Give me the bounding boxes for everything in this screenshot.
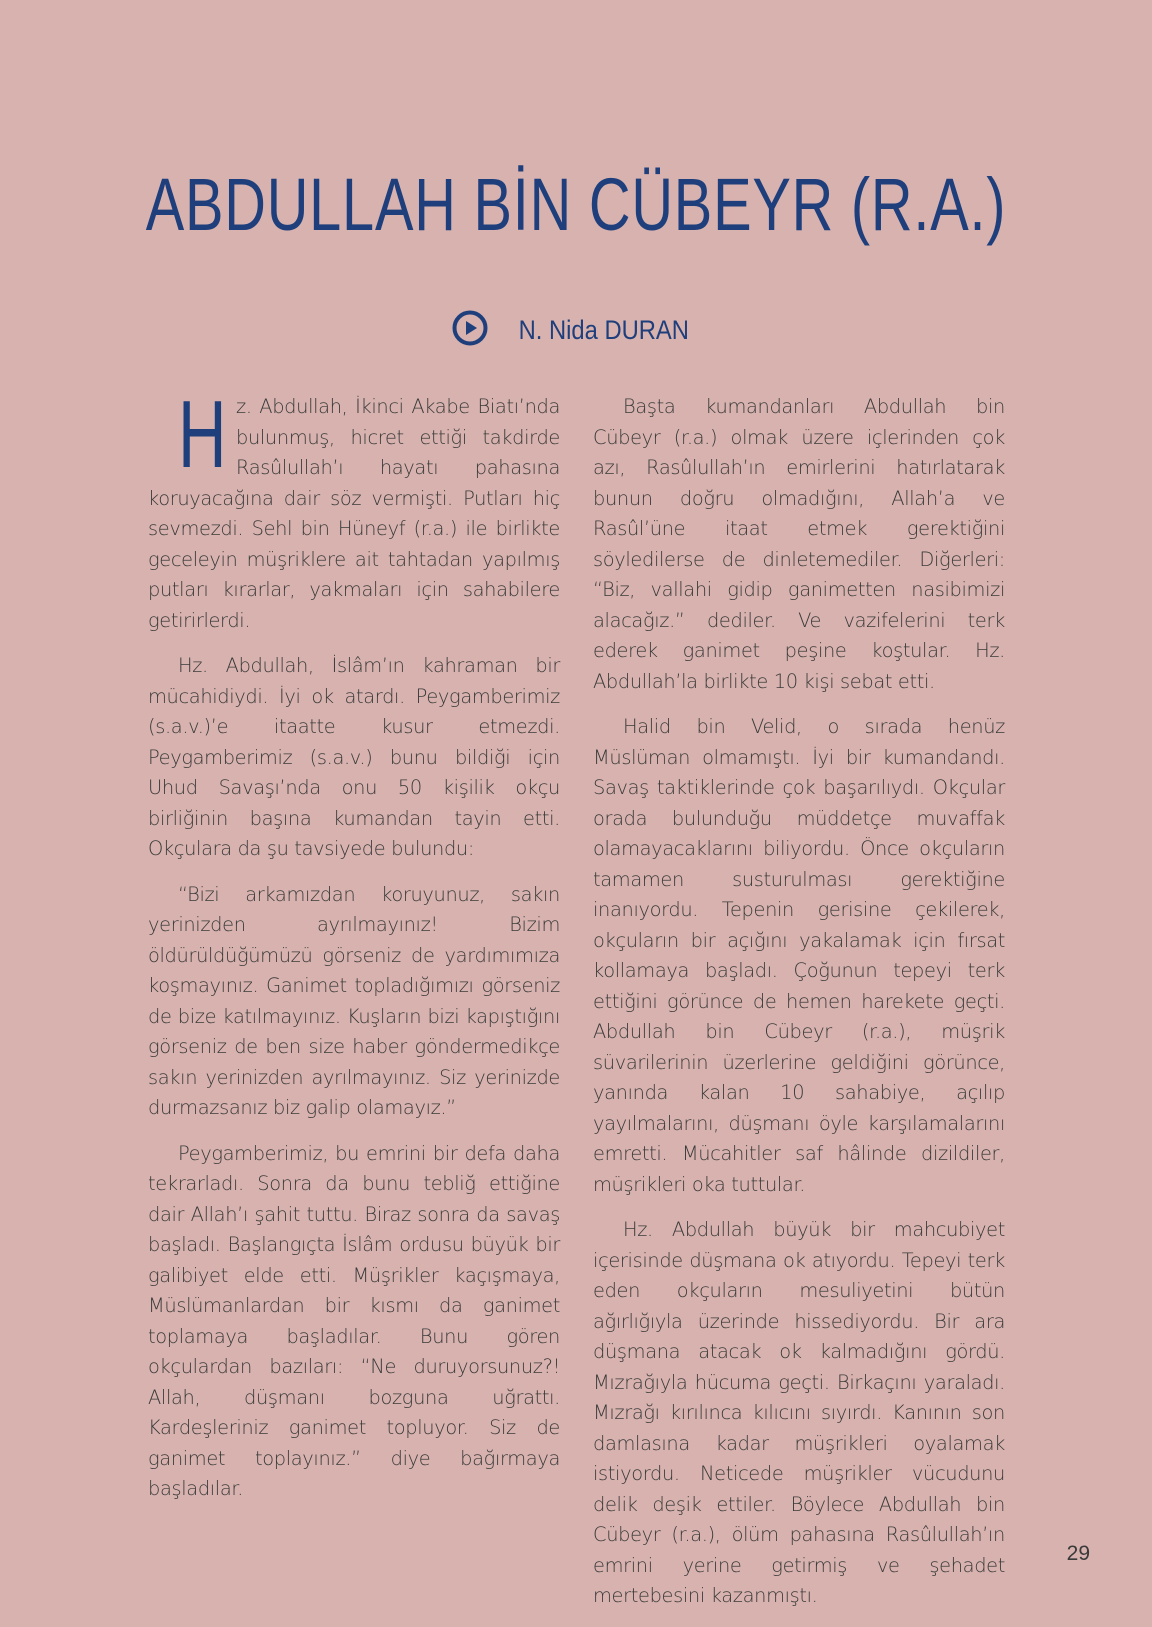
page-number: 29 xyxy=(1066,1542,1090,1565)
paragraph-text: z. Abdullah, İkinci Akabe Biatı’nda bulunmuş, hicret ettiği takdirde Rasûlullah’ı hayatı pahasına koruyacağına dair söz vermişti. Putları hiç sevmezdi. Sehl bin Hüneyf (r.a.) ile birlikte geceleyin müşriklere ait tahtadan yapılmış putları kırarlar, yakmaları için sahabilere getirirlerdi. xyxy=(148,395,560,632)
paragraph xyxy=(148,381,560,636)
left-column xyxy=(148,381,560,1520)
right-column xyxy=(593,392,1005,1627)
paragraph: Hz. Abdullah büyük bir mahcubiyet içerisinde düşmana ok atıyordu. Tepeyi terk eden okçuların mesuliyetini bütün ağırlığıyla üzerinde hissediyordu. Bir ara düşmana atacak ok kalmadığını gördü. Mızrağıyla hücuma geçti. Birkaçını yaraladı. Mızrağı kırılınca kılıcını sıyırdı. Kanının son damlasına kadar müşrikleri oyalamak istiyordu. Neticede müşrikler vücudunu delik deşik ettiler. Böylece Abdullah bin Cübeyr (r.a.), ölüm pahasına Rasûlullah’ın emrini yerine getirmiş ve şehadet mertebesini kazanmıştı. xyxy=(593,1218,1005,1607)
paragraph: Peygamberimiz, bu emrini bir defa daha tekrarladı. Sonra da bunu tebliğ ettiğine dair Allah’ı şahit tuttu. Biraz sonra da savaş başladı. Başlangıçta İslâm ordusu büyük bir galibiyet elde etti. Müşrikler kaçışmaya, Müslümanlardan bir kısmı da ganimet toplamaya başladılar. Bunu gören okçulardan bazıları: “Ne duruyorsunuz?! Allah, düşmanı bozguna uğrattı. Kardeşleriniz ganimet topluyor. Siz de ganimet toplayınız.” diye bağırmaya başladılar. xyxy=(148,1141,560,1500)
paragraph: Hz. Abdullah, İslâm’ın kahraman bir mücahidiydi. İyi ok atardı. Peygamberimiz (s.a.v.)’e itaatte kusur etmezdi. Peygamberimiz (s.a.v.) bunu bildiği için Uhud Savaşı’nda onu 50 kişilik okçu birliğinin başına kumandan tayin etti. Okçulara da şu tavsiyede bulundu: xyxy=(148,654,560,860)
paragraph: Başta kumandanları Abdullah bin Cübeyr (r.a.) olmak üzere içlerinden çok azı, Rasûlullah’ın emirlerini hatırlatarak bunun doğru olmadığını, Allah’a ve Rasûl’üne itaat etmek gerektiğini söyledilerse de dinletemediler. Diğerleri: “Biz, vallahi gidip ganimetten nasibimizi alacağız.” dediler. Ve vazifelerini terk ederek ganimet peşine koştular. Hz. Abdullah’la birlikte 10 kişi sebat etti. xyxy=(593,395,1005,693)
paragraph: Halid bin Velid, o sırada henüz Müslüman olmamıştı. İyi bir kumandandı. Savaş taktiklerinde çok başarılıydı. Okçular orada bulunduğu müddetçe muvaffak olamayacaklarını biliyordu. Önce okçuların tamamen susturulması gerektiğine inanıyordu. Tepenin gerisine çekilerek, okçuların bir açığını yakalamak için fırsat kollamaya başladı. Çoğunun tepeyi terk ettiğini görünce de hemen harekete geçti. Abdullah bin Cübeyr (r.a.), müşrik süvarilerinin üzerlerine geldiğini görünce, yanında kalan 10 sahabiye, açılıp yayılmalarını, düşmanı öyle karşılamalarını emretti. Mücahitler saf hâlinde dizildiler, müşrikleri oka tuttular. xyxy=(593,715,1005,1196)
play-circle-icon xyxy=(451,309,489,351)
drop-cap: H xyxy=(178,381,227,488)
article-title: ABDULLAH BİN CÜBEYR (R.A.) xyxy=(145,163,1007,246)
author-byline xyxy=(0,309,1152,351)
paragraph: “Bizi arkamızdan koruyunuz, sakın yerinizden ayrılmayınız! Bizim öldürüldüğümüzü görseniz de yardımımıza koşmayınız. Ganimet topladığımızı görseniz de bize katılmayınız. Kuşların bizi kapıştığını görseniz de ben size haber göndermedikçe sakın yerinizden ayrılmayınız. Siz yerinizde durmazsanız biz galip olamayız.” xyxy=(148,882,560,1119)
author-name: N. Nida DURAN xyxy=(518,314,690,345)
